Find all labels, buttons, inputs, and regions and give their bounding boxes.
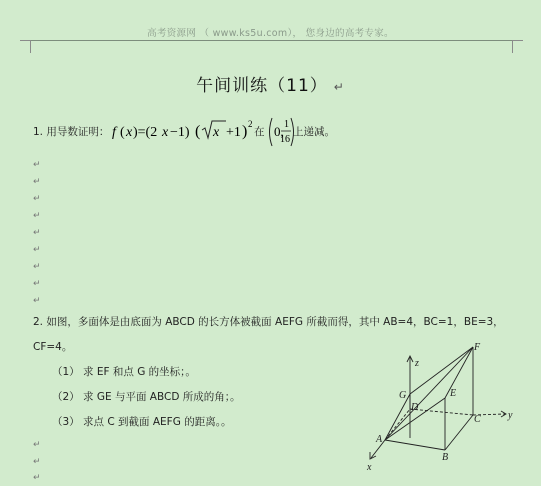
svg-text:): ) [242, 123, 248, 140]
problem-1-interval [266, 114, 296, 150]
problem-1-interval-word: 在 [254, 126, 265, 138]
svg-text:+1: +1 [226, 125, 241, 140]
label-z: z [415, 358, 419, 369]
edge-GF [410, 347, 473, 394]
svg-text:f: f [112, 125, 116, 140]
problem-2-part-3: （3） 求点 C 到截面 AEFG 的距离。。 [52, 416, 232, 428]
paragraph-mark: ↵ [33, 262, 41, 272]
label-A: A [376, 434, 383, 445]
problem-1-conclusion: 上递减。 [293, 126, 335, 138]
paragraph-mark: ↵ [33, 160, 41, 170]
return-mark: ↵ [333, 80, 345, 94]
paragraph-mark: ↵ [33, 457, 41, 467]
svg-text:(: ( [195, 123, 201, 140]
polyhedron-figure [345, 336, 541, 486]
edge-DC [410, 409, 473, 415]
crop-mark-right [512, 40, 523, 53]
edge-AD [385, 409, 410, 440]
paragraph-mark: ↵ [33, 177, 41, 187]
header-source-text: 高考资源网 （ www.ks5u.com）， 您身边的高考专家。 [147, 28, 394, 39]
label-E: E [450, 388, 457, 399]
label-F: F [474, 342, 481, 353]
paragraph-mark: ↵ [33, 194, 41, 204]
paragraph-mark: ↵ [33, 245, 41, 255]
page-title [0, 71, 541, 96]
paragraph-mark: ↵ [33, 279, 41, 289]
problem-2-stem-2: CF=4。 [33, 341, 73, 353]
svg-text:(: ( [120, 125, 125, 140]
paragraph-mark: ↵ [33, 473, 41, 483]
svg-text:)=(2: )=(2 [133, 125, 158, 140]
edge-BC [445, 415, 473, 450]
problem-2-number: 2. [33, 316, 44, 328]
svg-text:2: 2 [248, 119, 253, 129]
svg-text:x: x [213, 125, 220, 140]
label-y: y [508, 410, 513, 421]
problem-2-stem-1: 如图，多面体是由底面为 ABCD 的长方体被截面 AEFG 所截而得，其中 AB=4，BC=1，BE=3， [46, 316, 504, 328]
title-text: 午间训练（11） [196, 76, 328, 96]
interval-numerator: 1 [284, 119, 289, 130]
header-rule [30, 40, 514, 41]
interval-denominator: 16 [280, 134, 290, 145]
label-D: D [411, 402, 419, 413]
problem-2-line-1 [33, 314, 504, 329]
svg-text:x: x [126, 125, 133, 140]
svg-text:0,: 0, [274, 124, 284, 139]
svg-text:−1): −1) [170, 125, 190, 140]
label-G: G [399, 390, 407, 401]
problem-1-lead: 用导数证明： [46, 126, 110, 138]
problem-1-number: 1. [33, 126, 44, 138]
paragraph-mark: ↵ [33, 296, 41, 306]
problem-1 [33, 124, 109, 139]
label-B: B [442, 452, 449, 463]
edge-AB [385, 440, 445, 450]
paragraph-mark: ↵ [33, 440, 41, 450]
problem-2-part-1: （1） 求 EF 和点 G 的坐标；。 [52, 366, 196, 378]
crop-mark-left [20, 40, 31, 53]
svg-text:x: x [162, 125, 169, 140]
label-C: C [474, 414, 481, 425]
paragraph-mark: ↵ [33, 228, 41, 238]
problem-2-part-2: （2） 求 GE 与平面 ABCD 所成的角；。 [52, 391, 241, 403]
paragraph-mark: ↵ [33, 211, 41, 221]
label-x: x [367, 462, 372, 473]
